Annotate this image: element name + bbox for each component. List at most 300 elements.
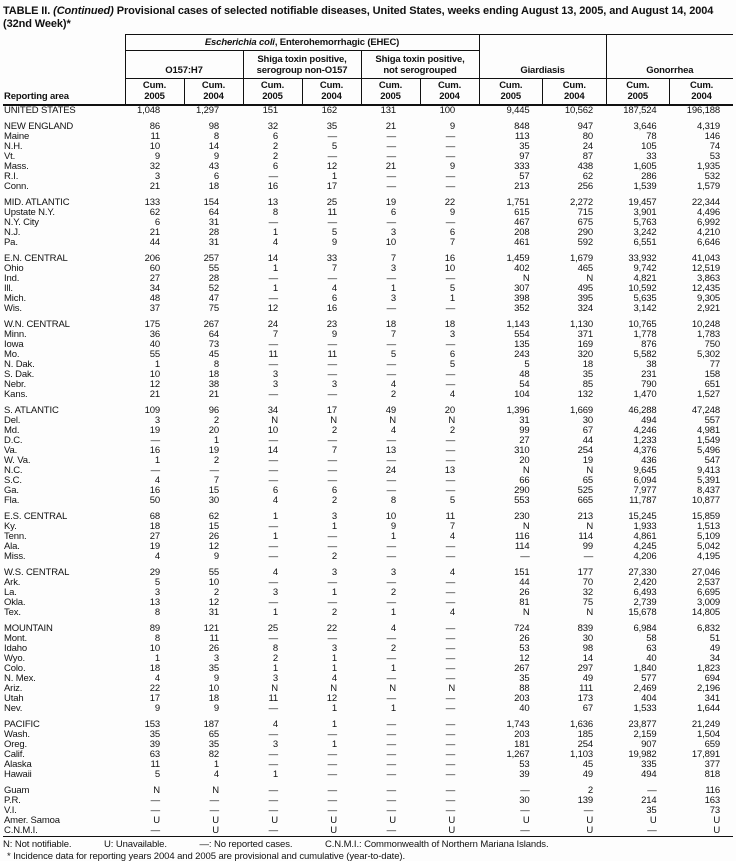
cell-value: —	[327, 131, 337, 142]
cell-value: 68	[149, 511, 160, 522]
cell-value: 402	[514, 263, 530, 274]
cell-value: 39	[519, 769, 530, 780]
cell-value: —	[386, 551, 396, 562]
cell-value: 2	[213, 415, 219, 426]
cell-value: 290	[577, 227, 594, 238]
cell-value: 49	[582, 769, 594, 780]
cell-value: 16	[267, 181, 278, 192]
cell-value: 6,551	[633, 237, 657, 248]
cell-value: 2,469	[633, 683, 657, 694]
table-row	[3, 284, 733, 294]
cell-value: —	[327, 541, 337, 552]
cell-value: 175	[144, 319, 160, 330]
cell-value: —	[268, 597, 278, 608]
cell-value: 665	[577, 495, 594, 506]
cell-value: —	[386, 673, 396, 684]
table-row	[3, 476, 733, 486]
cell-value: 7	[331, 445, 337, 456]
cell-value: 46,288	[628, 405, 657, 416]
table-body	[3, 105, 733, 837]
cell-value: 2	[390, 389, 396, 400]
cell-value: 67	[582, 425, 594, 436]
table-row	[3, 390, 733, 400]
cell-value: 651	[704, 379, 721, 390]
cell-value: 3	[272, 379, 278, 390]
table-row	[3, 806, 733, 816]
cell-value: N	[330, 415, 337, 426]
cell-value: —	[445, 785, 456, 796]
cell-value: —	[268, 749, 278, 760]
cell-value: —	[327, 455, 337, 466]
cell-value: 32	[267, 121, 278, 132]
cell-value: 9,445	[506, 105, 530, 116]
cell-value: 848	[514, 121, 530, 132]
cell-value: 44	[519, 577, 530, 588]
table-row	[3, 218, 733, 228]
cell-value: N	[153, 785, 160, 796]
cell-value: —	[386, 577, 396, 588]
cell-value: 4,206	[633, 551, 657, 562]
cell-value: 3	[272, 673, 278, 684]
cell-value: N	[586, 273, 594, 284]
cell-value: —	[268, 703, 278, 714]
cell-value: 6	[390, 207, 396, 218]
cell-value: 17	[149, 693, 160, 704]
cell-value: —	[647, 785, 657, 796]
cell-value: —	[327, 217, 337, 228]
row-area-label: Tex.	[4, 607, 21, 618]
table-header	[3, 35, 733, 106]
table-row	[3, 512, 733, 522]
cell-value: 4	[331, 283, 337, 294]
cell-value: 8	[213, 131, 219, 142]
cell-value: 49	[582, 673, 594, 684]
cell-value: 24	[267, 319, 278, 330]
cell-value: N	[212, 785, 219, 796]
cell-value: —	[386, 795, 396, 806]
cell-value: —	[445, 673, 456, 684]
cell-value: 3,863	[697, 273, 721, 284]
cell-value: —	[445, 445, 456, 456]
cell-value: —	[268, 293, 278, 304]
cell-value: 4	[213, 769, 219, 780]
cell-value: 3	[213, 653, 219, 664]
cell-value: 213	[514, 181, 530, 192]
cell-value: —	[386, 475, 396, 486]
cell-value: 257	[203, 253, 219, 264]
table-row	[3, 826, 733, 837]
footnote-legend	[3, 839, 733, 851]
cell-value: 4,821	[633, 273, 657, 284]
cell-value: 12,519	[691, 263, 721, 274]
reporting-area-header: Reporting area	[3, 35, 125, 106]
cell-value: —	[445, 693, 456, 704]
cell-value: U	[649, 815, 657, 826]
cell-value: —	[445, 795, 456, 806]
cell-value: —	[386, 339, 396, 350]
cell-value: 10,765	[628, 319, 657, 330]
cell-value: 62	[149, 207, 160, 218]
cell-value: 1	[390, 607, 396, 618]
table-row	[3, 760, 733, 770]
cell-value: —	[445, 663, 456, 674]
cell-value: 615	[514, 207, 530, 218]
cell-value: 27	[519, 435, 530, 446]
cell-value: 3	[331, 379, 337, 390]
cell-value: —	[445, 759, 456, 770]
table-row	[3, 142, 733, 152]
row-area-label: N.H.	[4, 141, 23, 152]
cell-value: U	[448, 825, 456, 836]
cell-value: 6,992	[697, 217, 721, 228]
row-area-label: Guam	[4, 785, 30, 796]
cell-value: 341	[704, 693, 721, 704]
cell-value: 16	[149, 445, 160, 456]
cell-value: 10,877	[691, 495, 721, 506]
table-row	[3, 456, 733, 466]
cell-value: 45	[208, 349, 219, 360]
cell-value: 1,297	[195, 105, 219, 116]
cell-value: 26	[208, 531, 219, 542]
cell-value: 97	[519, 151, 530, 162]
table-row	[3, 350, 733, 360]
cell-value: —	[445, 623, 456, 634]
cell-value: 64	[208, 207, 219, 218]
gonorrhea-header: Gonorrhea	[606, 35, 733, 79]
cell-value: 77	[709, 359, 721, 370]
cell-value: 18	[208, 181, 219, 192]
cell-value: 4	[331, 673, 337, 684]
footnote-incidence-note: * Incidence data for reporting years 2004 and 2005 are provisional and cumulative (year-to-date).	[7, 851, 405, 861]
cell-value: 947	[577, 121, 594, 132]
cum-2004-header: Cum. 2004	[670, 79, 734, 106]
cell-value: 1	[331, 663, 337, 674]
cell-value: —	[386, 719, 396, 730]
row-area-label: Utah	[4, 693, 24, 704]
cell-value: —	[386, 181, 396, 192]
cell-value: —	[386, 141, 396, 152]
cell-value: 34	[709, 653, 721, 664]
cell-value: 30	[582, 633, 594, 644]
cell-value: 33	[646, 151, 657, 162]
cell-value: 6	[449, 227, 456, 238]
cell-value: 33	[326, 253, 337, 264]
cell-value: 7	[390, 253, 396, 264]
cell-value: —	[327, 729, 337, 740]
cell-value: 1	[390, 703, 396, 714]
cell-value: 12,435	[691, 283, 721, 294]
cell-value: —	[327, 805, 337, 816]
cell-value: 20	[444, 405, 456, 416]
cell-value: —	[268, 465, 278, 476]
cell-value: 10,592	[628, 283, 657, 294]
cell-value: —	[268, 785, 278, 796]
cell-value: 9	[154, 151, 160, 162]
table-row	[3, 750, 733, 760]
cell-value: 31	[519, 415, 530, 426]
row-area-label: Amer. Samoa	[4, 815, 60, 826]
cell-value: 21	[149, 181, 160, 192]
cell-value: 40	[519, 703, 530, 714]
cell-value: 9	[213, 151, 219, 162]
cell-value: 37	[149, 303, 160, 314]
cell-value: 21,249	[691, 719, 721, 730]
cell-value: 6	[272, 131, 278, 142]
cell-value: —	[445, 379, 456, 390]
cell-value: —	[445, 131, 456, 142]
cell-value: 1	[272, 607, 278, 618]
cell-value: 44	[582, 435, 594, 446]
cell-value: —	[268, 389, 278, 400]
cell-value: 7	[449, 237, 456, 248]
cell-value: 2	[213, 587, 219, 598]
cell-value: N	[522, 273, 530, 284]
cell-value: 4,376	[633, 445, 657, 456]
cell-value: —	[386, 131, 396, 142]
table-row	[3, 608, 733, 618]
cell-value: 11	[268, 693, 278, 704]
cell-value: 6,094	[633, 475, 657, 486]
table-row	[3, 152, 733, 162]
cell-value: 7,977	[633, 485, 657, 496]
cell-value: 11	[445, 511, 456, 522]
cell-value: 40	[646, 653, 657, 664]
cell-value: 45	[582, 759, 594, 770]
cell-value: —	[520, 825, 530, 836]
cell-value: 35	[646, 805, 657, 816]
row-area-label: N. Mex.	[4, 673, 36, 684]
table-row	[3, 274, 733, 284]
cell-value: —	[445, 577, 456, 588]
table-row	[3, 330, 733, 340]
cell-value: 9	[331, 329, 337, 340]
cell-value: 6	[449, 349, 456, 360]
cell-value: —	[583, 551, 594, 562]
o157h7-header: O157:H7	[125, 51, 243, 79]
cell-value: 818	[704, 769, 721, 780]
cell-value: 11	[327, 349, 337, 360]
cell-value: 116	[514, 531, 530, 542]
cell-value: 5	[449, 495, 456, 506]
row-area-label: Alaska	[4, 759, 32, 770]
row-area-label: Nev.	[4, 703, 23, 714]
cell-value: 10	[208, 683, 219, 694]
cell-value: 1,605	[633, 161, 657, 172]
cell-value: 6	[272, 485, 278, 496]
cell-value: 99	[582, 541, 594, 552]
cell-value: —	[268, 455, 278, 466]
cell-value: 81	[519, 597, 530, 608]
cell-value: 15,245	[628, 511, 657, 522]
cell-value: 31	[208, 607, 219, 618]
cell-value: 105	[641, 141, 657, 152]
cell-value: 10,562	[564, 105, 594, 116]
cell-value: 694	[704, 673, 721, 684]
cell-value: 33,932	[628, 253, 657, 264]
row-area-label: Mo.	[4, 349, 20, 360]
legend-unavailable: U: Unavailable.	[103, 839, 167, 850]
cell-value: 1	[390, 531, 396, 542]
cell-value: 34	[267, 405, 278, 416]
cell-value: 532	[704, 171, 721, 182]
cum-2005-header: Cum. 2005	[361, 79, 420, 106]
cell-value: 310	[514, 445, 530, 456]
table-row	[3, 446, 733, 456]
cell-value: 8	[213, 359, 219, 370]
cell-value: —	[327, 749, 337, 760]
cell-value: 297	[577, 663, 594, 674]
cell-value: —	[268, 795, 278, 806]
table-row	[3, 740, 733, 750]
cell-value: N	[522, 465, 530, 476]
cell-value: —	[268, 217, 278, 228]
giardiasis-header: Giardiasis	[479, 35, 606, 79]
table-row	[3, 496, 733, 506]
cell-value: 1,130	[570, 319, 594, 330]
cell-value: 1	[331, 653, 337, 664]
cell-value: —	[647, 825, 657, 836]
row-area-label: Kans.	[4, 389, 28, 400]
cell-value: 11	[209, 633, 219, 644]
cell-value: 36	[149, 329, 160, 340]
cell-value: 8	[272, 643, 278, 654]
cell-value: 21	[208, 389, 219, 400]
cell-value: 7	[272, 329, 278, 340]
cell-value: N	[586, 521, 594, 532]
cell-value: 116	[705, 785, 721, 796]
table-row	[3, 730, 733, 740]
cell-value: 495	[577, 283, 594, 294]
cell-value: 13	[149, 597, 160, 608]
cell-value: —	[445, 643, 456, 654]
cell-value: 35	[208, 739, 219, 750]
cell-value: 99	[519, 425, 530, 436]
cell-value: 9	[331, 237, 337, 248]
cell-value: 214	[641, 795, 657, 806]
cell-value: —	[386, 693, 396, 704]
cell-value: 67	[582, 703, 594, 714]
cell-value: —	[386, 759, 396, 770]
cell-value: —	[268, 551, 278, 562]
cell-value: —	[327, 785, 337, 796]
cell-value: 675	[577, 217, 594, 228]
row-area-label: Hawaii	[4, 769, 32, 780]
cell-value: 113	[514, 131, 530, 142]
cell-value: U	[389, 815, 396, 826]
cell-value: 6	[213, 171, 219, 182]
table-row	[3, 436, 733, 446]
row-area-label: Nebr.	[4, 379, 26, 390]
cell-value: 41,043	[691, 253, 721, 264]
cell-value: —	[150, 805, 160, 816]
cell-value: 18	[385, 319, 396, 330]
cell-value: 1,267	[506, 749, 530, 760]
cell-value: U	[330, 825, 337, 836]
cell-value: 12	[519, 653, 530, 664]
cell-value: —	[209, 795, 219, 806]
cell-value: 5,391	[697, 475, 721, 486]
cell-value: 1,549	[697, 435, 721, 446]
cell-value: —	[268, 541, 278, 552]
table-row	[3, 132, 733, 142]
cell-value: 8	[390, 495, 396, 506]
row-area-label: S. Dak.	[4, 369, 35, 380]
table-row	[3, 522, 733, 532]
row-area-label: Conn.	[4, 181, 29, 192]
cell-value: 88	[519, 683, 530, 694]
row-area-label: PACIFIC	[4, 719, 40, 730]
cell-value: 4	[390, 623, 396, 634]
cell-value: 32	[149, 161, 160, 172]
cell-value: 9	[449, 161, 456, 172]
cell-value: —	[327, 369, 337, 380]
cell-value: —	[268, 171, 278, 182]
cell-value: 1,935	[697, 161, 721, 172]
table-row	[3, 254, 733, 264]
row-area-label: Colo.	[4, 663, 26, 674]
cell-value: 11	[327, 207, 337, 218]
cell-value: 24	[385, 465, 396, 476]
cell-value: 1	[449, 293, 456, 304]
cell-value: 17	[326, 405, 337, 416]
row-area-label: E.S. CENTRAL	[4, 511, 68, 522]
cell-value: 14,805	[691, 607, 721, 618]
cell-value: 2,272	[570, 197, 594, 208]
cell-value: —	[327, 273, 337, 284]
cell-value: 7	[390, 329, 396, 340]
cell-value: 3,009	[697, 597, 721, 608]
cell-value: 16	[326, 303, 337, 314]
cell-value: 525	[577, 485, 594, 496]
cell-value: 3	[272, 369, 278, 380]
cell-value: 11	[150, 131, 160, 142]
cell-value: 132	[577, 389, 594, 400]
cell-value: 1,783	[697, 329, 721, 340]
cell-value: 139	[577, 795, 594, 806]
cell-value: 592	[577, 237, 594, 248]
cell-value: 6,646	[697, 237, 721, 248]
cell-value: 35	[582, 369, 594, 380]
cell-value: —	[520, 551, 530, 562]
cell-value: —	[386, 597, 396, 608]
cell-value: 121	[203, 623, 219, 634]
cell-value: —	[268, 273, 278, 284]
cell-value: 27	[149, 273, 160, 284]
cell-value: 208	[514, 227, 530, 238]
cell-value: 254	[577, 445, 594, 456]
cell-value: 465	[577, 263, 594, 274]
footnotes	[3, 839, 733, 861]
cell-value: 553	[514, 495, 530, 506]
row-area-label: Ohio	[4, 263, 24, 274]
cell-value: 163	[704, 795, 721, 806]
cell-value: 876	[641, 339, 657, 350]
cell-value: 10	[149, 141, 160, 152]
cell-value: 75	[208, 303, 219, 314]
table-row	[3, 796, 733, 806]
cell-value: N	[271, 415, 278, 426]
cell-value: 70	[582, 577, 594, 588]
cell-value: 1	[331, 521, 337, 532]
cell-value: 31	[208, 237, 219, 248]
table-row	[3, 568, 733, 578]
cell-value: 715	[577, 207, 594, 218]
cell-value: —	[327, 359, 337, 370]
cell-value: 6,984	[633, 623, 657, 634]
cell-value: 467	[514, 217, 530, 228]
cell-value: 750	[704, 339, 721, 350]
cell-value: 267	[514, 663, 530, 674]
